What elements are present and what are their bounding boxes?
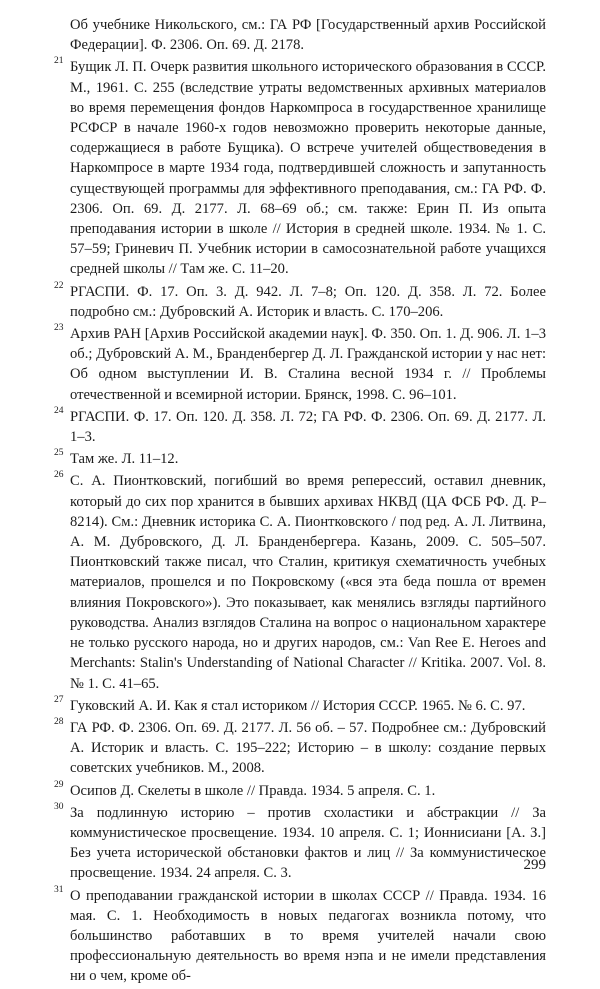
footnote-21 <box>54 56 546 279</box>
footnote-29 <box>54 779 546 801</box>
footnote-26 <box>54 470 546 693</box>
footnote-number: 23 <box>54 323 64 334</box>
footnote-text: РГАСПИ. Ф. 17. Оп. 120. Д. 358. Л. 72; ГА РФ. Ф. 2306. Оп. 69. Д. 2177. Л. 1–3. <box>70 408 546 446</box>
footnote-text: С. А. Пионтковский, погибший во время реперессий, оставил дневник, который до сих пор хранится в бывших архивах НКВД (ЦА ФСБ РФ. Д. Р–8214). См.: Дневник историка С. А. Пионтковского / под ред. А. Л. Литвина, А. М. Дубровского, Д. Л. Бранденбергера. Казань, 2009. С. 505–507. Пионтковский также писал, что Сталин, критикуя схематичность учебных материалов, прошелся и по Покровскому («вся эта беда пошла от времен влияния Покровского»). Это показывает, как менялись взгляды партийного руководства. Анализ взглядов Сталина на вопрос о национальном характере не только русского народа, но и других народов, см.: Van Ree E. Heroes and Merchants: Stalin's Understanding of National Character // Kritika. 2007. Vol. 8. № 1. С. 41–65. <box>70 473 546 692</box>
footnote-23 <box>54 323 546 405</box>
footnote-text: Бущик Л. П. Очерк развития школьного исторического образования в СССР. М., 1961. С. 255 (вследствие утраты ведомственных архивных материалов во время перемещения фондов Наркомпроса в государственное хранилище РСФСР в начале 1960-х годов невозможно проверить некоторые данные, содержащиеся в работе Бущика). О встрече учителей обществоведения в Наркомпросе в марте 1934 года, подтвердившей сложность и запутанность существующей программы для эффективного преподавания, см.: ГА РФ. Ф. 2306. Оп. 69. Д. 2177. Л. 68–69 об.; см. также: Ерин П. Из опыта преподавания истории в школе // История в средней школе. 1934. № 1. С. 57–59; Гриневич П. Учебник истории в самосознательной работе учащихся средней школы // Там же. С. 11–20. <box>70 59 546 278</box>
footnote-30 <box>54 801 546 884</box>
footnote-number: 22 <box>54 280 64 291</box>
footnote-text: Осипов Д. Скелеты в школе // Правда. 1934. 5 апреля. С. 1. <box>70 782 436 799</box>
footnote-text: Об учебнике Никольского, см.: ГА РФ [Государственный архив Российской Федерации]. Ф. 2306. Оп. 69. Д. 2178. <box>70 17 546 54</box>
footnote-number: 29 <box>54 779 64 790</box>
footnote-number: 30 <box>54 801 64 812</box>
footnote-24 <box>54 405 546 447</box>
footnote-22 <box>54 280 546 322</box>
footnote-number: 27 <box>54 694 64 705</box>
footnote-number: 24 <box>54 405 64 416</box>
page-number: 299 <box>523 857 546 873</box>
footnote-continuation <box>70 15 546 55</box>
footnote-text: Там же. Л. 11–12. <box>70 451 179 468</box>
footnote-text: За подлинную историю – против схоластики и абстракции // За коммунистическое просвещение. 1934. 10 апреля. С. 1; Ионнисиани [А. З.] Без учета исторической обстановки фактов и лиц // За коммунистическое просвещение. 1934. 24 апреля. С. 3. <box>70 804 546 882</box>
footnote-31 <box>54 884 546 987</box>
footnote-text: Архив РАН [Архив Российской академии наук]. Ф. 350. Оп. 1. Д. 906. Л. 1–3 об.; Дубровский А. М., Бранденбергер Д. Л. Гражданской истории у нас нет: Об одном выступлении И. В. Сталина весной 1934 г. // Проблемы отечественной и всемирной истории. Брянск, 1998. С. 96–101. <box>70 326 546 403</box>
footnote-number: 26 <box>54 470 64 481</box>
footnote-text: РГАСПИ. Ф. 17. Оп. 3. Д. 942. Л. 7–8; Оп. 120. Д. 358. Л. 72. Более подробно см.: Дубровский А. Историк и власть. С. 170–206. <box>70 283 546 320</box>
footnote-number: 25 <box>54 448 64 459</box>
footnote-number: 28 <box>54 716 64 727</box>
footnotes-block <box>54 15 546 989</box>
footnote-25 <box>54 448 546 469</box>
footnote-number: 21 <box>54 56 64 67</box>
footnote-text: Гуковский А. И. Как я стал историком // История СССР. 1965. № 6. С. 97. <box>70 697 526 714</box>
footnote-text: О преподавании гражданской истории в школах СССР // Правда. 1934. 16 мая. С. 1. Необходимость в новых педагогах возникла потому, что большинство работавших в то время учителей начали свою профессиональную деятельность во время нэпа и не имели представления ни о чем, кроме об- <box>70 887 546 985</box>
footnote-text: ГА РФ. Ф. 2306. Оп. 69. Д. 2177. Л. 56 об. – 57. Подробнее см.: Дубровский А. Историк и власть. С. 195–222; Историю – в школу: создание первых советских учебников. М., 2008. <box>70 719 546 777</box>
footnote-number: 31 <box>54 884 64 895</box>
footnote-28 <box>54 716 546 779</box>
footnote-27 <box>54 694 546 716</box>
